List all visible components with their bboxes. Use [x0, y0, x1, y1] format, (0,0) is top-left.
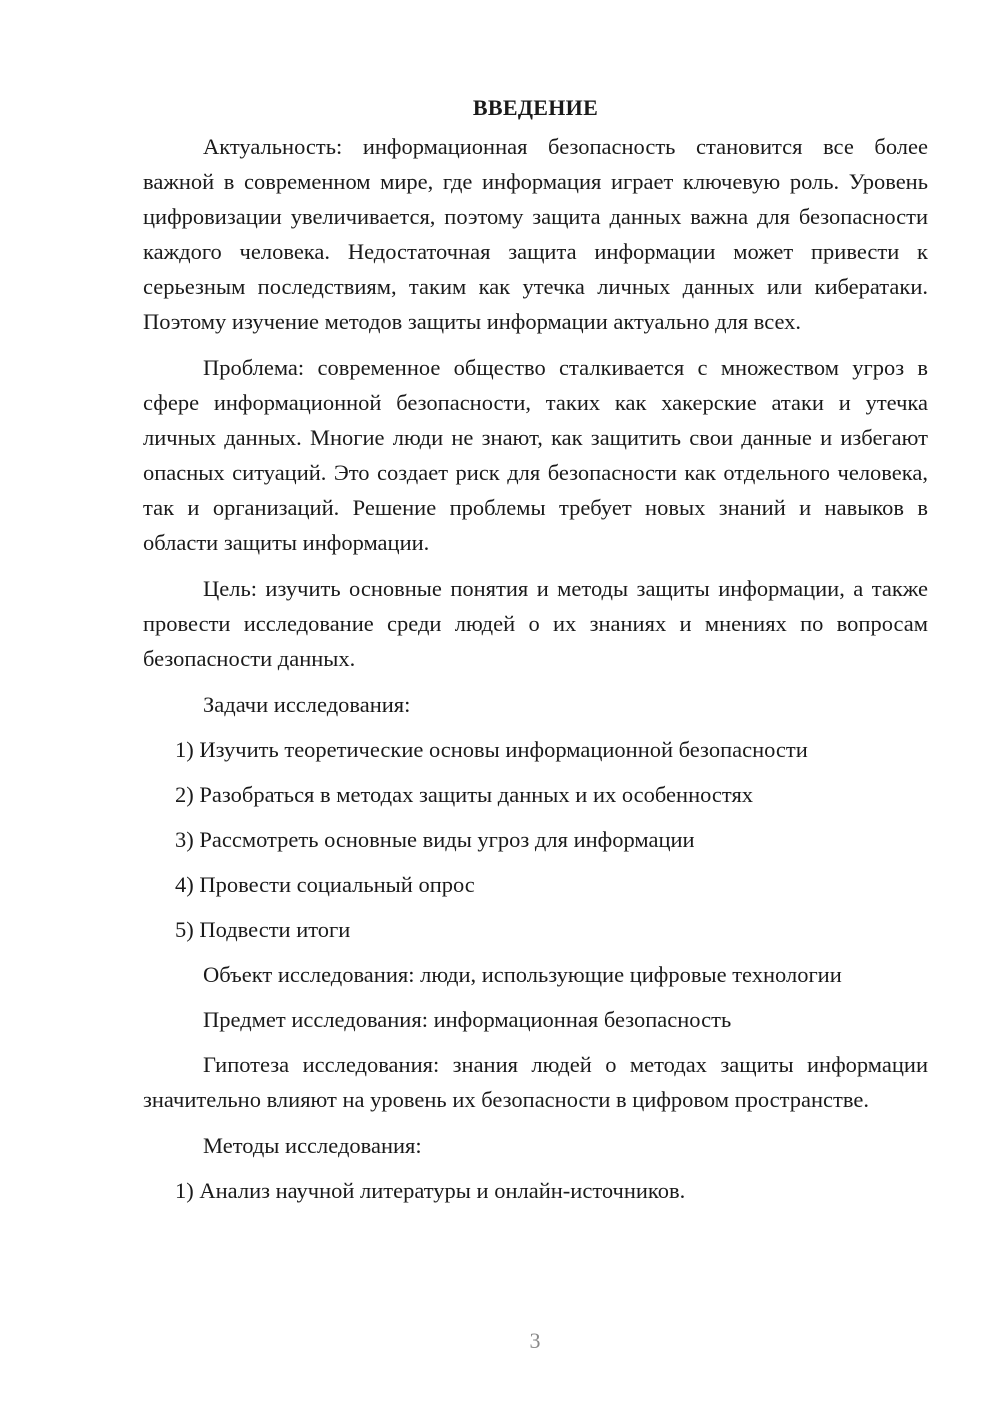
paragraph-object: Объект исследования: люди, использующие цифровые технологии [203, 962, 842, 987]
tasks-list [143, 732, 928, 947]
page-content [143, 90, 928, 1218]
page-heading: ВВЕДЕНИЕ [472, 95, 599, 120]
paragraph-relevance: Актуальность: информационная безопасность становится все более важной в современном мире, где информация играет ключевую роль. Уровень цифровизации увеличивается, поэтому защита данных важна для безопасности каждого человека. Недостаточная защита информации может привести к серьезным последствиям, таким как утечка личных данных или кибератаки. Поэтому изучение методов защиты информации актуально для всех. [143, 134, 928, 334]
list-item: 5) Подвести итоги [175, 917, 351, 942]
paragraph-subject: Предмет исследования: информационная безопасность [203, 1007, 732, 1032]
paragraph-goal: Цель: изучить основные понятия и методы защиты информации, а также провести исследование среди людей о их знаниях и мнениях по вопросам безопасности данных. [143, 576, 928, 671]
page-number: 3 [529, 1328, 541, 1353]
paragraph-tasks-title: Задачи исследования: [203, 692, 411, 717]
list-item: 1) Изучить теоретические основы информационной безопасности [175, 737, 808, 762]
list-item: 2) Разобраться в методах защиты данных и их особенностях [175, 782, 754, 807]
paragraph-problem: Проблема: современное общество сталкивается с множеством угроз в сфере информационной безопасности, таких как хакерские атаки и утечка личных данных. Многие люди не знают, как защитить свои данные и избегают опасных ситуаций. Это создает риск для безопасности как отдельного человека, так и организаций. Решение проблемы требует новых знаний и навыков в области защиты информации. [143, 355, 928, 555]
list-item: 3) Рассмотреть основные виды угроз для информации [175, 827, 695, 852]
paragraph-methods-title: Методы исследования: [203, 1133, 422, 1158]
list-item: 4) Провести социальный опрос [175, 872, 475, 897]
list-item: 1) Анализ научной литературы и онлайн-источников. [175, 1178, 686, 1203]
methods-list [143, 1173, 928, 1208]
paragraph-hypothesis: Гипотеза исследования: знания людей о методах защиты информации значительно влияют на уровень их безопасности в цифровом пространстве. [143, 1052, 928, 1112]
